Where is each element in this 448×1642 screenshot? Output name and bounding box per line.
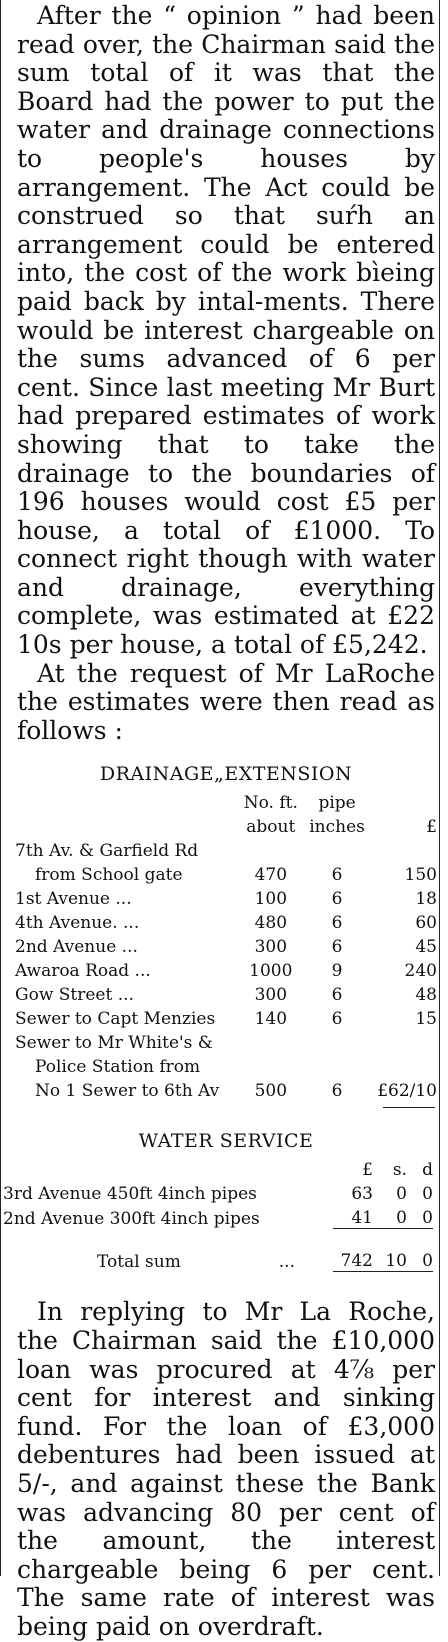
- table-row: [15, 909, 437, 933]
- paragraph-request-text: At the request of Mr LaRoche the estimates were then read as follows :: [17, 658, 435, 745]
- table-row: [15, 1077, 437, 1101]
- table-row: [15, 1053, 437, 1077]
- total-pounds: 742: [333, 1229, 373, 1272]
- drainage-feet: [237, 1029, 304, 1053]
- water-shillings: 0: [396, 1208, 407, 1229]
- drainage-col-amount: £: [426, 817, 437, 838]
- drainage-location: Sewer to Capt Menzies: [15, 1009, 216, 1030]
- drainage-amount: 240: [404, 961, 437, 982]
- paragraph-opinion-text: After the “ opinion ” had been read over, the Chairman said the sum total of it was that the Board had the power to put the water and drainage connections to people's houses by arrangement. The Act could be construed so that suŕh an arrangement could be entered into, the cost of the work bìeing paid back by intal-ments. There would be interest chargeable on the sums advanced of 6 per cent. Since last meeting Mr Burt had prepared estimates of work showing that to take the drainage to the boundaries of 196 houses would cost £5 per house, a total of £1000. To connect right though with water and drainage, everything complete, was estimated at £22 10s per house, a total of £5,242.: [17, 1, 435, 660]
- drainage-feet: [237, 837, 304, 861]
- drainage-header-row: [15, 813, 437, 837]
- drainage-inches: 6: [331, 1081, 343, 1102]
- drainage-inches: [304, 837, 370, 861]
- drainage-inches: 6: [331, 1009, 343, 1030]
- paragraph-request: [17, 660, 435, 746]
- drainage-amount: 150: [404, 865, 437, 886]
- drainage-location: Police Station from: [35, 1057, 201, 1078]
- water-description: 2nd Avenue 300ft 4inch pipes: [3, 1208, 260, 1229]
- total-pence: 0: [407, 1229, 433, 1272]
- drainage-location: 2nd Avenue ...: [15, 937, 138, 958]
- water-heading: WATER SERVICE: [138, 1130, 314, 1153]
- drainage-feet: [237, 1053, 304, 1077]
- drainage-heading: DRAINAGE„EXTENSION: [99, 763, 353, 786]
- drainage-feet: 300: [254, 985, 288, 1006]
- water-pence: 0: [422, 1208, 433, 1229]
- drainage-inches: 6: [331, 937, 343, 958]
- drainage-amount: [370, 1053, 437, 1077]
- drainage-amount: [370, 837, 437, 861]
- total-dots: ...: [278, 1251, 295, 1272]
- water-shillings: 0: [396, 1184, 407, 1205]
- paragraph-reply: [17, 1298, 435, 1641]
- water-pence: 0: [422, 1184, 433, 1205]
- drainage-col-inch: pipe: [318, 793, 356, 814]
- total-label: Total sum: [97, 1251, 181, 1272]
- drainage-inches: 9: [331, 961, 343, 982]
- total-rule: [383, 1107, 435, 1108]
- drainage-amount: 45: [415, 937, 437, 958]
- drainage-location: 4th Avenue. ...: [15, 913, 140, 934]
- drainage-amount: 18: [415, 889, 437, 910]
- drainage-feet: 500: [254, 1081, 288, 1102]
- drainage-col-ft-sub: about: [246, 817, 296, 838]
- water-pounds: 41: [351, 1208, 373, 1229]
- drainage-location: Sewer to Mr White's &: [15, 1033, 213, 1054]
- drainage-inches: 6: [331, 913, 343, 934]
- drainage-col-inch-sub: inches: [309, 817, 365, 838]
- drainage-feet: 100: [254, 889, 288, 910]
- water-col-pence: d: [422, 1160, 433, 1181]
- drainage-inches: 6: [331, 865, 343, 886]
- table-row: [15, 981, 437, 1005]
- paragraph-opinion: [17, 0, 435, 660]
- drainage-inches: [304, 1053, 370, 1077]
- drainage-col-ft: No. ft.: [243, 793, 298, 814]
- drainage-inches: 6: [331, 889, 343, 910]
- total-shillings: 10: [373, 1229, 407, 1272]
- paragraph-reply-text: In replying to Mr La Roche, the Chairman said the £10,000 loan was procured at 4⅞ per cent for interest and sinking fund. For the loan of £3,000 debentures had been issued at 5/-, and against these the Bank was advancing 80 per cent of the amount, the interest chargeable being 6 per cent. The same rate of interest was being paid on overdraft.: [17, 1297, 435, 1641]
- drainage-feet: 480: [254, 913, 288, 934]
- drainage-amount: 48: [415, 985, 437, 1006]
- table-row: [15, 1005, 437, 1029]
- water-col-pounds: £: [362, 1160, 373, 1181]
- water-pounds: 63: [351, 1184, 373, 1205]
- water-description: 3rd Avenue 450ft 4inch pipes: [3, 1184, 257, 1205]
- drainage-amount: £62/10: [377, 1081, 437, 1102]
- drainage-location: No 1 Sewer to 6th Av: [35, 1081, 220, 1102]
- drainage-location: Awaroa Road ...: [15, 961, 151, 982]
- water-header-row: [3, 1156, 433, 1180]
- drainage-header-row: [15, 789, 437, 813]
- drainage-location: 1st Avenue ...: [15, 889, 132, 910]
- drainage-location: from School gate: [35, 865, 183, 886]
- drainage-inches: [304, 1029, 370, 1053]
- table-row: [15, 1029, 437, 1053]
- table-row: [15, 861, 437, 885]
- table-row: [3, 1204, 433, 1229]
- table-row: [15, 933, 437, 957]
- water-col-shillings: s.: [392, 1160, 407, 1181]
- total-row: [3, 1229, 433, 1272]
- drainage-feet: 470: [254, 865, 288, 886]
- drainage-location: 7th Av. & Garfield Rd: [15, 841, 199, 862]
- drainage-location: Gow Street ...: [15, 985, 134, 1006]
- drainage-amount: 15: [415, 1009, 437, 1030]
- drainage-amount: 60: [415, 913, 437, 934]
- drainage-feet: 1000: [249, 961, 293, 982]
- drainage-feet: 140: [254, 1009, 288, 1030]
- water-table: [3, 1156, 433, 1272]
- table-row: [15, 837, 437, 861]
- table-row: [3, 1180, 433, 1204]
- drainage-table: [15, 789, 437, 1101]
- drainage-amount: [370, 1029, 437, 1053]
- drainage-feet: 300: [254, 937, 288, 958]
- table-row: [15, 957, 437, 981]
- drainage-inches: 6: [331, 985, 343, 1006]
- table-row: [15, 885, 437, 909]
